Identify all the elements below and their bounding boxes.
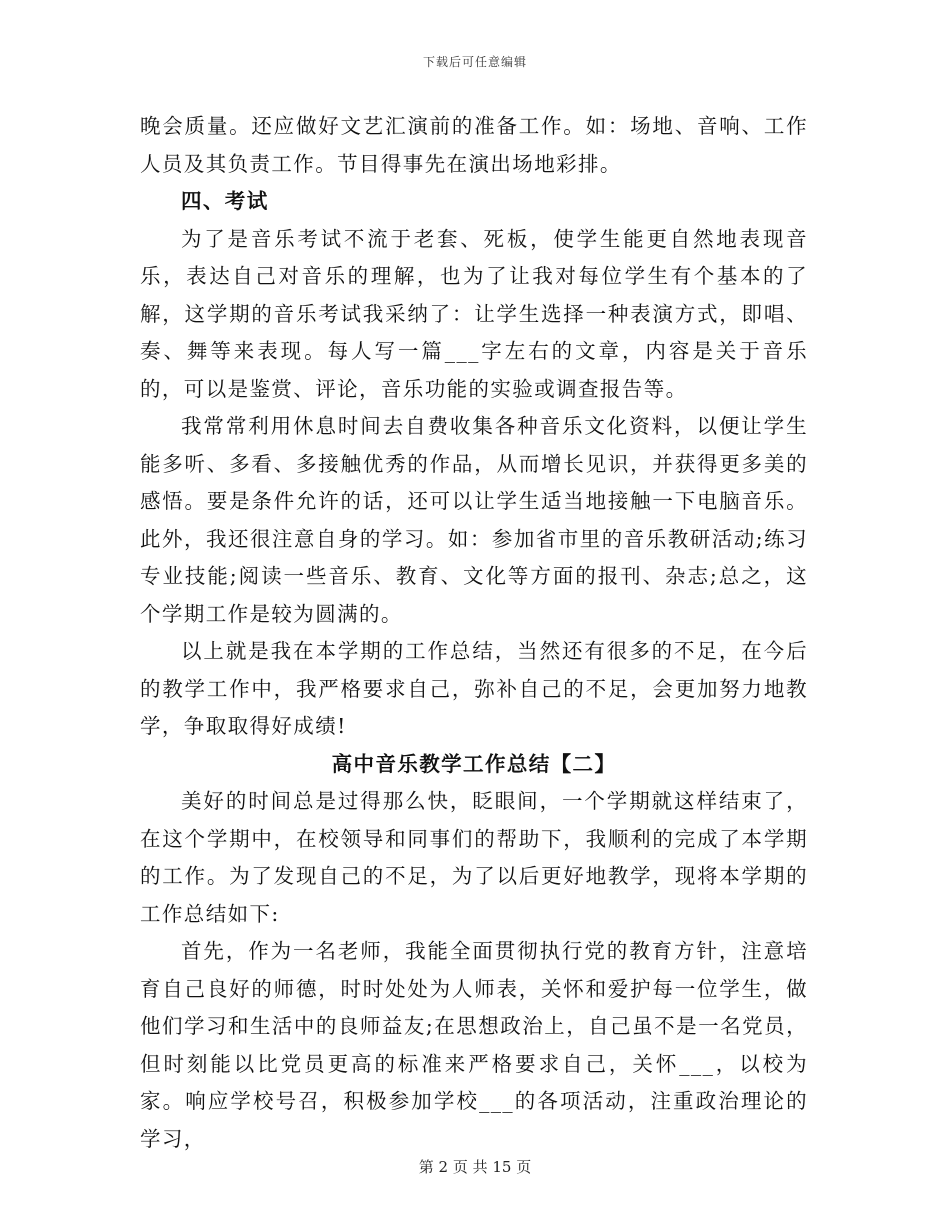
page-number: 第 2 页 共 15 页: [418, 1158, 532, 1176]
section-heading-exam: 四、考试: [181, 189, 269, 213]
paragraph-exam: 为了是音乐考试不流于老套、死板，使学生能更自然地表现音乐，表达自己对音乐的理解，也为了让我对每位学生有个基本的了解，这学期的音乐考试我采纳了：让学生选择一种表演方式，即唱、奏、舞等来表现。每人写一篇___字左右的文章，内容是关于音乐的，可以是鉴赏、评论，音乐功能的实验或调查报告等。: [140, 226, 808, 401]
paragraph-self-study: 我常常利用休息时间去自费收集各种音乐文化资料，以便让学生能多听、多看、多接触优秀的作品，从而增长见识，并获得更多美的感悟。要是条件允许的话，还可以让学生适当地接触一下电脑音乐。此外，我还很注意自身的学习。如：参加省市里的音乐教研活动;练习专业技能;阅读一些音乐、教育、文化等方面的报刊、杂志;总之，这个学期工作是较为圆满的。: [140, 414, 808, 626]
paragraph-continued: 晚会质量。还应做好文艺汇演前的准备工作。如：场地、音响、工作人员及其负责工作。节目得事先在演出场地彩排。: [140, 114, 808, 176]
document-body: [140, 108, 808, 1158]
paragraph-conclusion: 以上就是我在本学期的工作总结，当然还有很多的不足，在今后的教学工作中，我严格要求自己，弥补自己的不足，会更加努力地教学，争取取得好成绩!: [140, 639, 808, 738]
paragraph-intro: 美好的时间总是过得那么快，眨眼间，一个学期就这样结束了，在这个学期中，在校领导和同事们的帮助下，我顺利的完成了本学期的工作。为了发现自己的不足，为了以后更好地教学，现将本学期的工作总结如下:: [140, 789, 808, 926]
paragraph-first: 首先，作为一名老师，我能全面贯彻执行党的教育方针，注意培育自己良好的师德，时时处处为人师表，关怀和爱护每一位学生，做他们学习和生活中的良师益友;在思想政治上，自己虽不是一名党员，但时刻能以比党员更高的标准来严格要求自己，关怀___，以校为家。响应学校号召，积极参加学校___的各项活动，注重政治理论的学习，: [140, 939, 808, 1151]
page-header: 下载后可任意编辑: [422, 55, 527, 69]
document-title-two: 高中音乐教学工作总结【二】: [331, 751, 617, 776]
